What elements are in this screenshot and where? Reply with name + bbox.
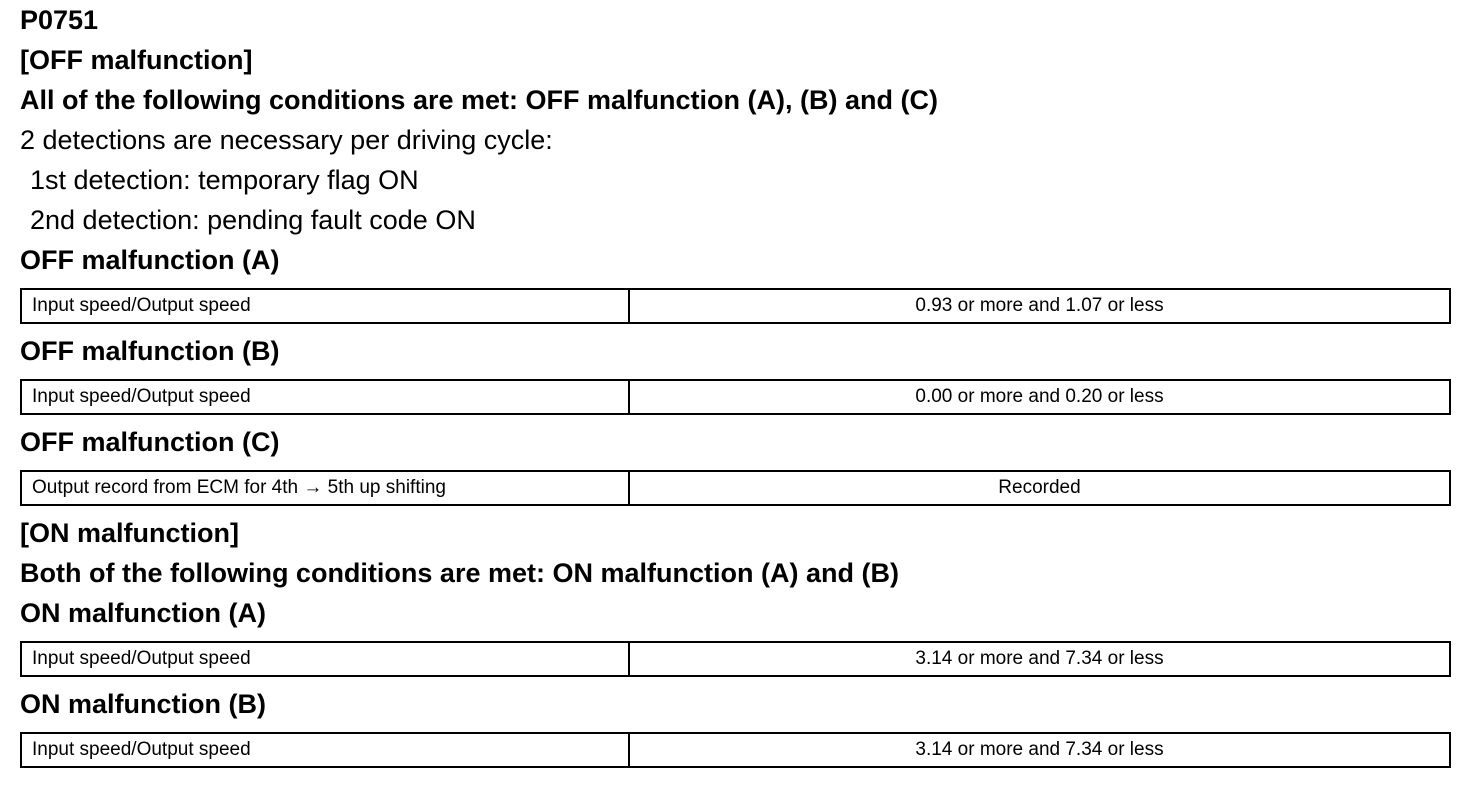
condition-value: 0.93 or more and 1.07 or less [629,289,1450,323]
condition-value: 3.14 or more and 7.34 or less [629,733,1450,767]
detection-note: 2 detections are necessary per driving cycle: [20,125,553,155]
off-condition-b-title: OFF malfunction (B) [20,336,280,366]
on-condition-b-title: ON malfunction (B) [20,689,266,719]
on-malfunction-summary: Both of the following conditions are met: ON malfunction (A) and (B) [20,558,899,588]
condition-item: Input speed/Output speed [21,289,629,323]
on-condition-b-table [20,732,1451,768]
condition-value: 0.00 or more and 0.20 or less [629,380,1450,414]
condition-item: Output record from ECM for 4th → 5th up shifting [21,471,629,505]
table-row [21,289,1450,323]
on-malfunction-heading: [ON malfunction] [20,518,239,548]
off-condition-b-table [20,379,1451,415]
condition-item: Input speed/Output speed [21,642,629,676]
condition-value: 3.14 or more and 7.34 or less [629,642,1450,676]
off-condition-a-title: OFF malfunction (A) [20,245,280,275]
condition-value: Recorded [629,471,1450,505]
on-condition-a-table [20,641,1451,677]
detection-2: 2nd detection: pending fault code ON [30,205,476,235]
document-page [20,0,1452,775]
table-row [21,733,1450,767]
on-condition-a-title: ON malfunction (A) [20,598,266,628]
table-row [21,471,1450,505]
off-condition-c-table [20,470,1451,506]
off-malfunction-summary: All of the following conditions are met: OFF malfunction (A), (B) and (C) [20,85,938,115]
condition-item: Input speed/Output speed [21,733,629,767]
detection-1: 1st detection: temporary flag ON [30,165,419,195]
condition-item: Input speed/Output speed [21,380,629,414]
off-malfunction-heading: [OFF malfunction] [20,45,253,75]
off-condition-c-title: OFF malfunction (C) [20,427,280,457]
off-condition-a-table [20,288,1451,324]
dtc-code: P0751 [20,5,99,35]
table-row [21,380,1450,414]
table-row [21,642,1450,676]
